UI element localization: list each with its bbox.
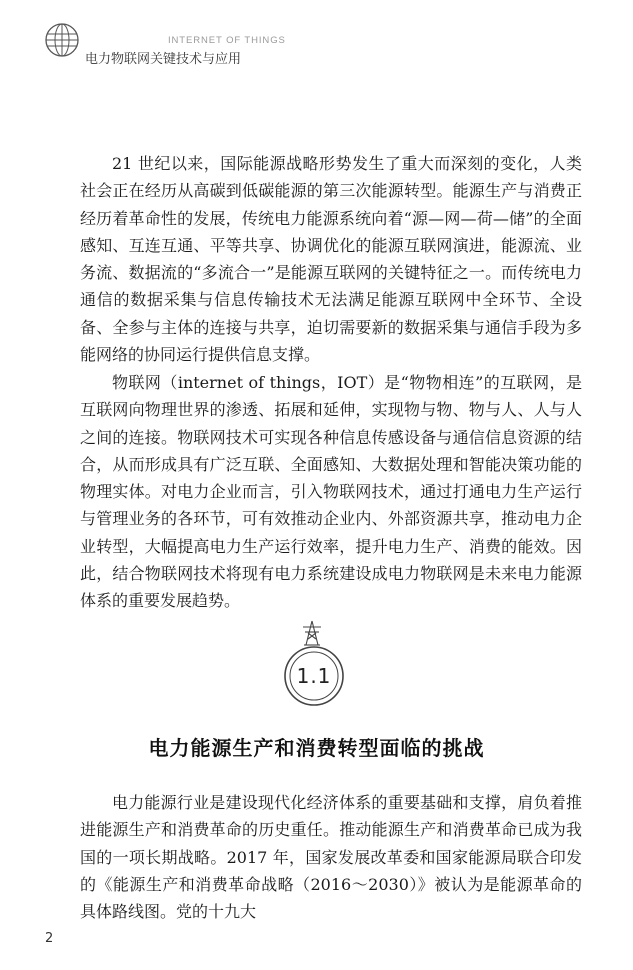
section-title: 电力能源生产和消费转型面临的挑战 [148,736,485,760]
section-number: 1.1 [296,664,332,688]
running-header [44,22,284,68]
body-paragraph-3: 电力能源行业是建设现代化经济体系的重要基础和支撑，肩负着推进能源生产和消费革命的历史重任。推动能源生产和消费革命已成为我国的一项长期战略。2017 年，国家发展改革委和国家能源局联合印发的《能源生产和消费革命战略（2016～2030）》被认为是能源革命的具体路线图。党的十九大 [80,793,582,922]
book-title: 电力物联网关键技术与应用 [85,52,242,67]
page-number: 2 [45,931,54,946]
body-paragraph-2: 物联网（internet of things，IOT）是“物物相连”的互联网，是互联网向物理世界的渗透、拓展和延伸，实现物与物、物与人、人与人之间的连接。物联网技术可实现各种信息传感设备与通信信息资源的结合，从而形成具有广泛互联、全面感知、大数据处理和智能决策功能的物理实体。对电力企业而言，引入物联网技术，通过打通电力生产运行与管理业务的各环节，可有效推动企业内、外部资源共享，推动电力企业转型，大幅提高电力生产运行效率，提升电力生产、消费的能效。因此，结合物联网技术将现有电力系统建设成电力物联网是未来电力能源体系的重要发展趋势。 [80,373,582,611]
body-paragraph-1: 21 世纪以来，国际能源战略形势发生了重大而深刻的变化，人类社会正在经历从高碳到低碳能源的第三次能源转型。能源生产与消费正经历着革命性的发展，传统电力能源系统向着“源—网—荷—储”的全面感知、互连互通、平等共享、协调优化的能源互联网演进，能源流、业务流、数据流的“多流合一”是能源互联网的关键特征之一。而传统电力通信的数据采集与信息传输技术无法满足能源互联网中全环节、全设备、全参与主体的连接与共享，迫切需要新的数据采集与通信手段为多能网络的协同运行提供信息支撑。 [80,154,582,365]
globe-logo-icon [44,22,80,58]
series-label: INTERNET OF THINGS [168,35,286,46]
power-tower-icon [301,620,323,646]
